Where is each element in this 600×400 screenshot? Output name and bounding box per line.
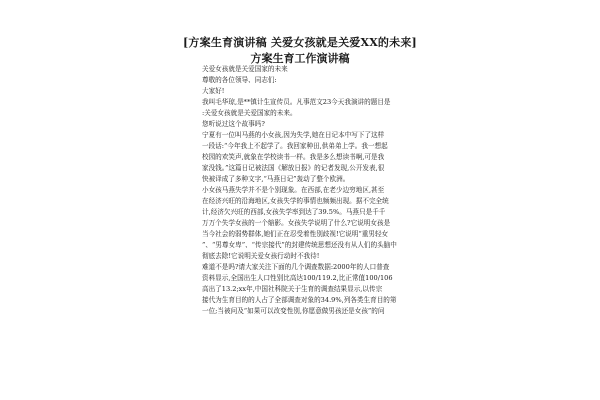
body-line: 一段话:“今年我上不起学了。我回家种田,供弟弟上学。我一想起 xyxy=(202,142,388,150)
body-line: 快被译成了多种文字,“马燕日记”轰动了整个欧洲。 xyxy=(202,175,350,183)
body-line: 当今社会的弱势群体,她们正在忍受着性别歧视!它说明“重男轻女 xyxy=(202,230,389,238)
document-subtitle: 方案生育工作演讲稿 xyxy=(250,52,350,65)
body-line: 计,经济欠兴旺的西部,女孩失学率到达了39.5%。马燕只是千千 xyxy=(202,208,386,216)
body-line: 宁夏有一位叫马燕的小女孩,因为失学,她在日记本中写下了这样 xyxy=(202,131,385,139)
body-line: ”、“男尊女卑”、“传宗接代”的封建传统思想还没有从人们的头脑中 xyxy=(202,241,397,249)
body-line: 家没钱。”这篇日记被法国《解放日报》的记者发现,公开发表,很 xyxy=(202,164,385,172)
body-line: 尊敬的各位领导、同志们: xyxy=(202,76,277,84)
body-line: 难道不是吗?请大家关注下面的几个调查数据:2000年的人口普查 xyxy=(202,263,390,271)
document-title: [方案生育演讲稿 关爱女孩就是关爱XX的未来] xyxy=(183,36,417,49)
body-line: 校园的欢笑声,就象在学校读书一样。我是多么想读书啊,可是我 xyxy=(202,153,385,161)
body-line: 一位;当被问及“如果可以改变性别,你愿意做男孩还是女孩”的问 xyxy=(202,307,385,315)
body-line: 彻底去除!它说明关爱女孩行动时不我待! xyxy=(202,252,320,260)
body-line: 关爱女孩就是关爱国家的未来 xyxy=(202,65,288,73)
body-line: 小女孩马燕失学并不是个别现象。在西部,在老少边穷地区,甚至 xyxy=(202,186,385,194)
body-line: 资料显示,全国出生人口性别比高达100/119.2,比正常值100/106 xyxy=(202,274,393,282)
body-line: 我叫毛华琼,是**镇计生宣传员。凡事范文23今天我演讲的题目是 xyxy=(202,98,391,106)
body-line: :关爱女孩就是关爱国家的未来。 xyxy=(202,109,297,117)
body-line: 高出了13.2;xx年,中国社科院关于生育的调查结果显示,以传宗 xyxy=(202,285,383,293)
body-line: 万万个失学女孩的一个缩影。女孩失学说明了什么?它说明女孩是 xyxy=(202,219,391,227)
document-body xyxy=(202,64,412,317)
body-line: 您听说过这个故事吗? xyxy=(202,120,265,128)
body-line: 大家好! xyxy=(202,87,225,95)
body-line: 在经济兴旺的沿海地区,女孩失学的事情也频频出现。据不完全统 xyxy=(202,197,389,205)
body-line: 接代为生育目的的人占了全部调查对象的34.9%,列各类生育目的第 xyxy=(202,296,397,304)
